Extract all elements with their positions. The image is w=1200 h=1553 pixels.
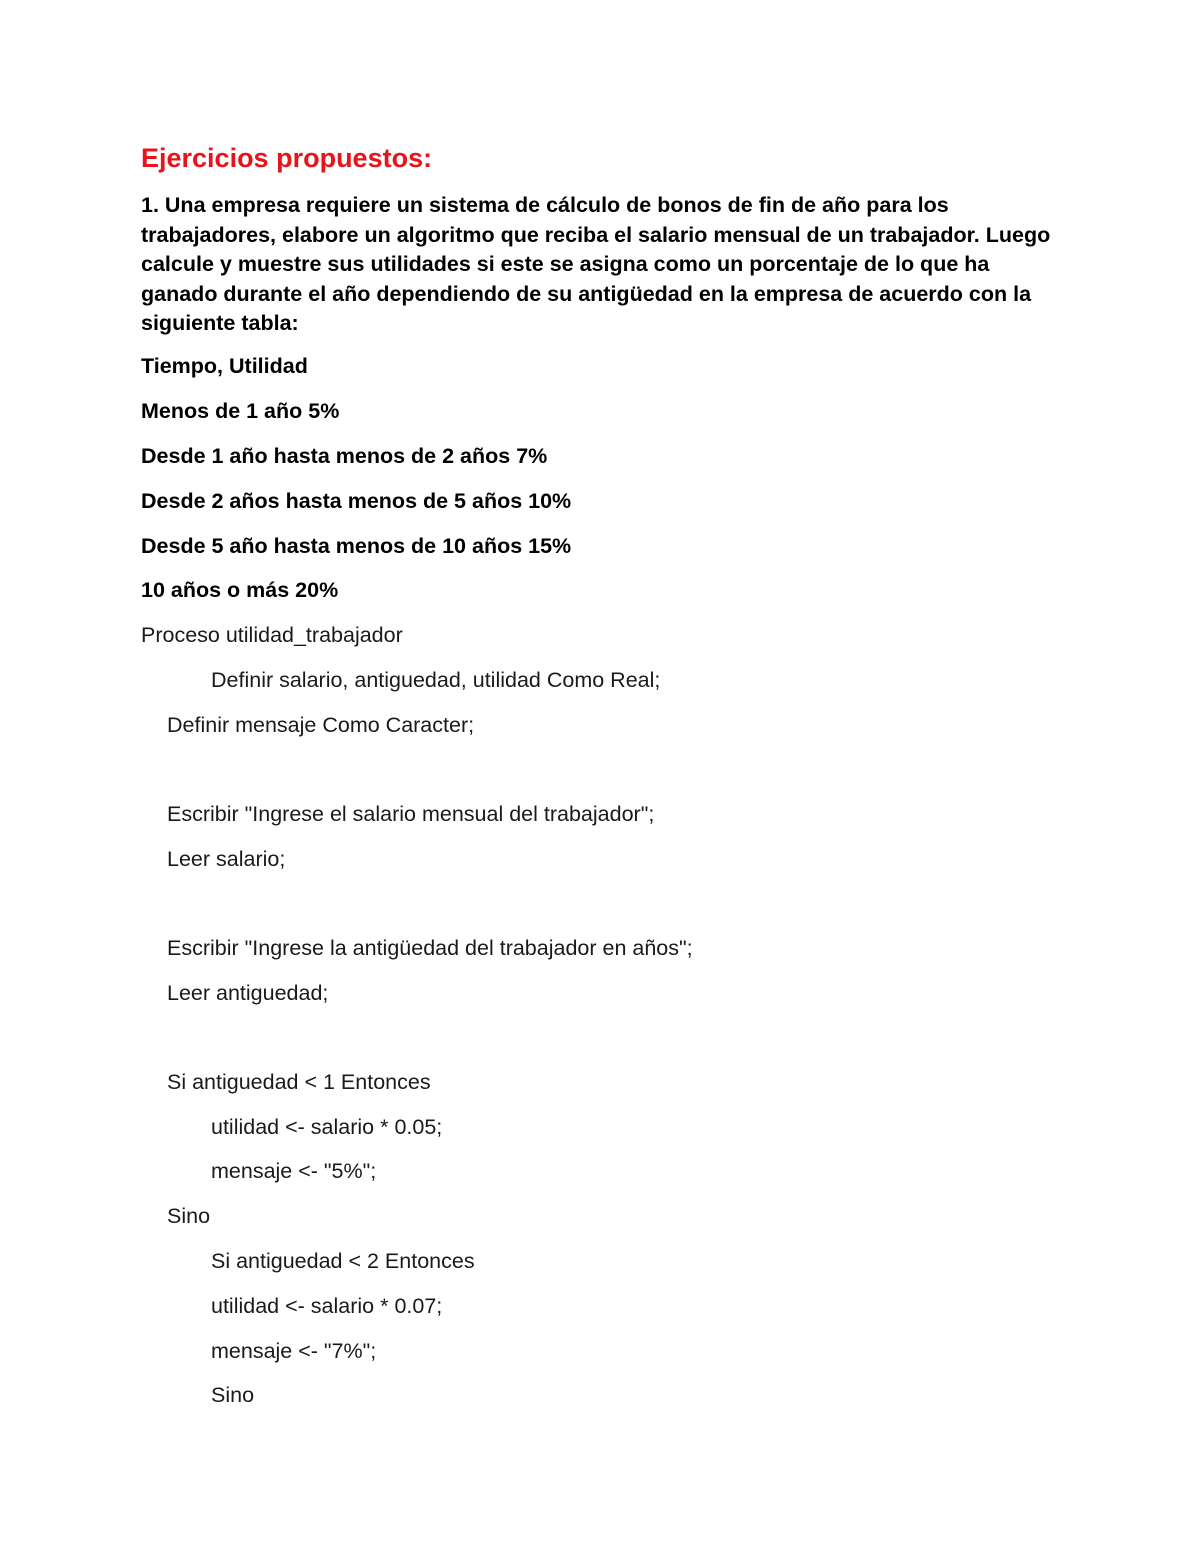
code-line: Definir salario, antiguedad, utilidad Como Real; [211,668,661,692]
table-row: 10 años o más 20% [141,578,339,602]
code-line: Leer antiguedad; [167,981,329,1005]
code-line: Definir mensaje Como Caracter; [167,713,475,737]
code-line: Escribir "Ingrese el salario mensual del trabajador"; [167,802,655,826]
table-row: Menos de 1 año 5% [141,399,340,423]
code-line: mensaje <- "5%"; [211,1159,377,1183]
page-heading: Ejercicios propuestos: [141,143,433,173]
code-line: Si antiguedad < 1 Entonces [167,1070,431,1094]
code-line: Proceso utilidad_trabajador [141,623,403,647]
code-line: utilidad <- salario * 0.07; [211,1294,443,1318]
table-row: Desde 2 años hasta menos de 5 años 10% [141,489,572,513]
code-line: Escribir "Ingrese la antigüedad del trabajador en años"; [167,936,693,960]
code-line: mensaje <- "7%"; [211,1339,377,1363]
table-row: Desde 1 año hasta menos de 2 años 7% [141,444,548,468]
table-row: Desde 5 año hasta menos de 10 años 15% [141,534,572,558]
table-header: Tiempo, Utilidad [141,354,308,378]
exercise-statement: 1. Una empresa requiere un sistema de cálculo de bonos de fin de año para los trabajadores, elabore un algoritmo que reciba el salario mensual de un trabajador. Luego calcule y muestre sus utilidades si este se asigna como un porcentaje de lo que ha ganado durante el año dependiendo de su antigüedad en la empresa de acuerdo con la siguiente tabla: [141,193,1051,335]
code-line: Sino [211,1383,255,1407]
code-line: Sino [167,1204,211,1228]
code-line: utilidad <- salario * 0.05; [211,1115,443,1139]
code-line: Si antiguedad < 2 Entonces [211,1249,475,1273]
code-line: Leer salario; [167,847,286,871]
